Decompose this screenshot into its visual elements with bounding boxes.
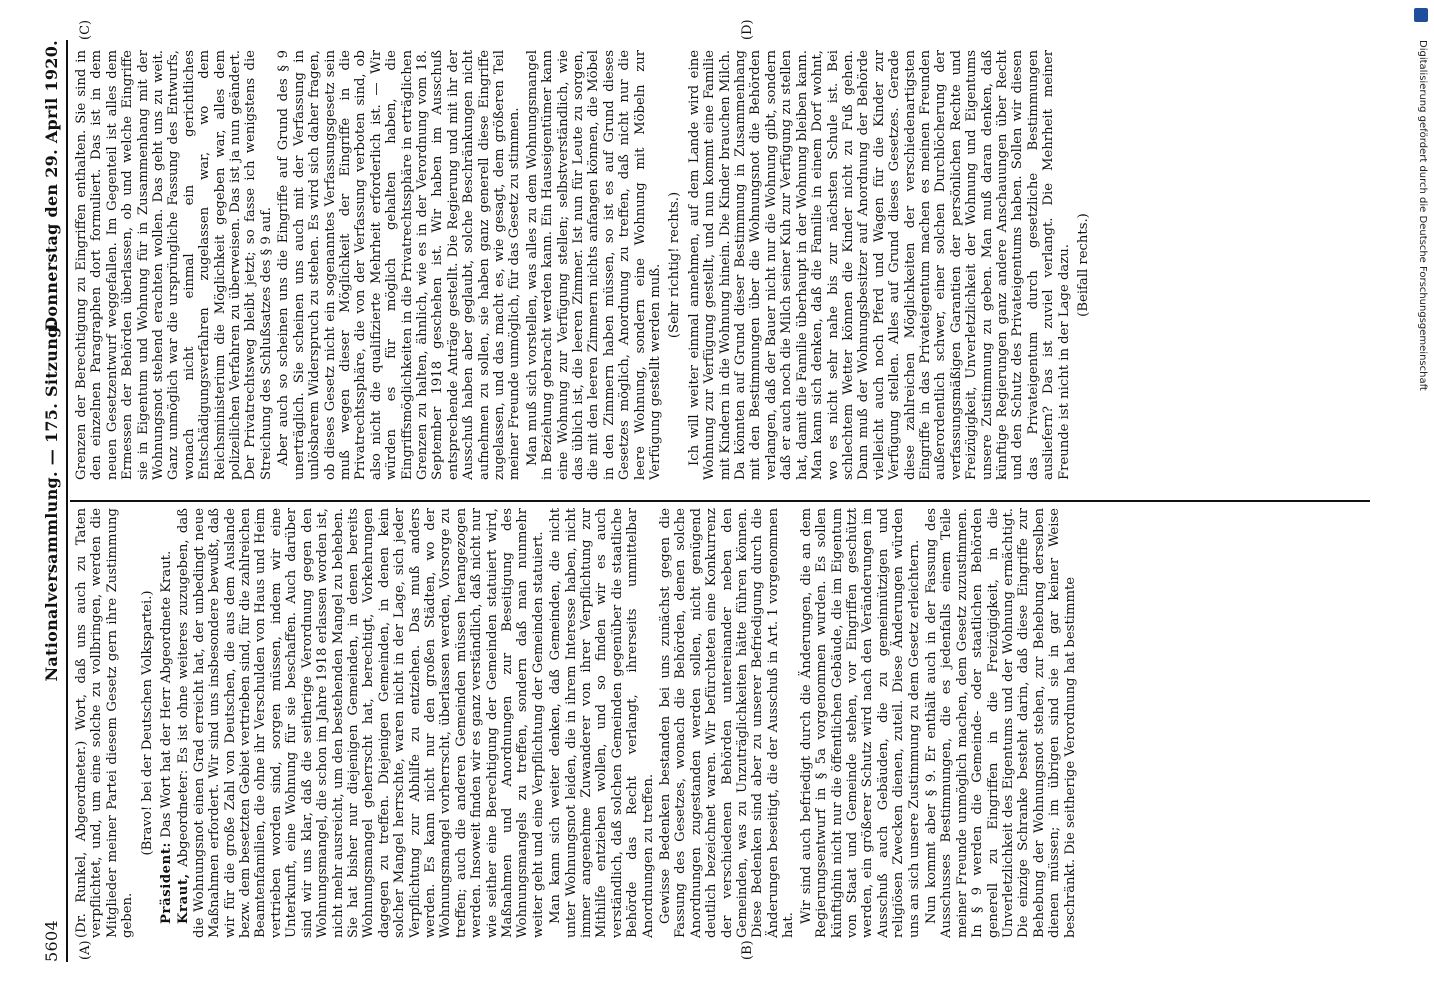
paragraph: (Dr. Runkel, Abgeordneter.) Wort, daß uns auch zu Taten verpflichtet, und, um eine solche zu vollbringen, werden die Mitglieder meiner Partei diesem Gesetz gern ihre Zustimmung geben. <box>74 508 136 938</box>
paragraph: Nun kommt aber § 9. Er enthält auch in der Fassung des Ausschusses Bestimmungen, die es jedenfalls einem Teile meiner Freunde unmöglich machen, dem Gesetz zuzustimmen. In § 9 werden die Gemeinde- oder staatlichen Behörden generell zu Eingriffen in die Freizügigkeit, in die Unverletzlichkeit des Eigentums und der Wohnung ermächtigt. Die einzige Schranke besteht darin, daß diese Eingriffe zur Behebung der Wohnungsnot stehen, zur Behebung derselben dienen müssen; im übrigen sind sie in gar keiner Weise beschränkt. Die seitherige Verordnung hat bestimmte <box>923 508 1078 938</box>
paragraph: Man muß sich vorstellen, was alles zu dem Wohnungsmangel in Beziehung gebracht werden kann. Ein Hauseigentümer kann eine Wohnung zur Verfügung stellen; selbstverständlich, wie das üblich ist, die leeren Zimmer. Ist nun für Leute zu sorgen, die mit den leeren Zimmern nichts anfangen können, die Möbel in den Zimmern haben müssen, so ist es auf Grund dieses Gesetzes möglich, Anordnung zu treffen, daß nicht nur die leere Wohnung, sondern eine Wohnung mit Möbeln zur Verfügung gestellt werden muß. <box>524 50 664 480</box>
paragraph: Man kann sich weiter denken, daß Gemeinden, die nicht unter Wohnungsnot leiden, die in ihrem Interesse haben, nicht immer angenehme Zuwanderer von ihrer Verpflichtung zur Mithilfe entziehen wollen, und so finden wir es auch verständlich, daß solchen Gemeinden gegenüber die staatliche Behörde das Recht verlangt, ihrerseits unmittelbar Anordnungen zu treffen. <box>548 508 656 938</box>
page-number: 5604 <box>42 920 61 962</box>
margin-marker-b: (B) <box>740 940 755 960</box>
speaker-text: Das Wort hat der Herr Abgeordnete Kraut. <box>159 550 175 838</box>
paragraph: Ich will weiter einmal annehmen, auf dem Lande wird eine Wohnung zur Verfügung gestellt, und nun kommt eine Familie mit Kindern in die Wohnung hinein. Die Kinder brauchen Milch. Da könnten auf Grund dieser Bestimmung in Zusammenhang mit den Bestimmungen über die Wohnungsnot die Behörden verlangen, daß der Bauer nicht nur die Wohnung gibt, sondern daß er auch noch die Milch seiner Kuh zur Verfügung zu stellen hat, damit die Familie überhaupt in der Wohnung bleiben kann. Man kann sich denken, daß die Familie in einem Dorf wohnt, wo es nicht sehr nahe bis zur nächsten Schule ist. Bei schlechtem Wetter können die Kinder nicht zu Fuß gehen. Dann muß der Wohnungsbesitzer auf Anordnung der Behörde vielleicht auch noch Pferd und Wagen für die Kinder zur Verfügung stellen. Alles auf Grund dieses Gesetzes. Gerade diese zahlreichen Möglichkeiten der verschiedenartigsten Eingriffe in das Privateigentum machen es meinen Freunden außerordentlich schwer, einer solchen Durchlöcherung der verfassungsmäßigen Garantien der persönlichen Rechte und Freizügigkeit, Unverletzlichkeit der Wohnung und Eigentums unsere Zustimmung zu geben. Man muß daran denken, daß künftige Regierungen ganz andere Anschauungen über Recht und den Schutz des Privateigentums haben. Sollen wir diesen das Privateigentum durch gesetzliche Bestimmungen ausliefern? Das ist zuviel verlangt. Die Mehrheit meiner Freunde ist nicht in der Lage dazu. <box>686 50 1072 480</box>
session-date: Donnerstag den 29. April 1920. <box>42 40 61 331</box>
credit-text: Digitalisierung gefördert durch die Deutsche Forschungsgemeinschaft <box>1417 40 1428 391</box>
dfg-logo-icon <box>1414 8 1428 22</box>
paragraph: Gewisse Bedenken bestanden bei uns zunächst gegen die Fassung des Gesetzes, wonach die Behörden, denen solche Anordnungen zugestanden werden sollen, nicht genügend deutlich bezeichnet waren. Wir befürchteten eine Konkurrenz der verschiedenen Behörden untereinander neben den Gemeinden, was zu Unzuträglichkeiten hätte führen können. Diese Bedenken sind aber zu unserer Befriedigung durch die Änderungen beseitigt, die der Ausschuß in Art. 1 vorgenommen hat. <box>658 508 797 938</box>
speaker-paragraph <box>159 508 174 938</box>
applause-note: (Bravo! bei der Deutschen Volkspartei.) <box>139 590 155 856</box>
page-title: Nationalversammlung. — 175. Sitzung. <box>42 320 61 682</box>
right-column <box>74 50 1364 480</box>
margin-marker-a: (A) <box>78 940 93 960</box>
margin-marker-d: (D) <box>740 19 755 40</box>
left-column <box>74 508 1364 938</box>
speaker-paragraph <box>176 508 546 938</box>
header-rule <box>66 40 68 962</box>
page-header <box>42 40 64 962</box>
paragraph: Wir sind auch befriedigt durch die Änderungen, die an dem Regierungsentwurf in § 5a vorgenommen wurden. Es sollen künftighin nicht nur die öffentlichen Gebäude, die im Eigentum von Staat und Gemeinde stehen, vor Eingriffen geschützt werden, ein größerer Schutz wird nach den Veränderungen im Ausschuß auch Gebäuden, die zu gemeinnützigen und religiösen Zwecken dienen, zuteil. Diese Änderungen würden uns an sich unsere Zustimmung zu dem Gesetz erleichtern. <box>798 508 922 938</box>
applause-note: (Beifall rechts.) <box>1076 213 1091 317</box>
speaker-text: Es ist ohne weiteres zuzugeben, daß die Wohnungsnot einen Grad erreicht hat, der unbedingt neue Maßnahmen erfordert. Wir sind uns insbesondere bewußt, daß wir für die große Zahl von Deutschen, die aus dem Auslande bezw. dem besetzten Gebiet vertrieben sind, für die zahlreichen Beamtenfamilien, die ohne ihr Verschulden von Haus und Heim vertrieben worden sind, sorgen müssen, indem wir eine Unterkunft, eine Wohnung für sie beschaffen. Auch darüber sind wir uns klar, daß die seitherige Verordnung gegen den Wohnungsmangel, die schon im Jahre 1918 erlassen worden ist, nicht mehr ausreicht, um den bestehenden Mangel zu beheben. Sie hat bisher nur diejenigen Gemeinden, in denen bereits Wohnungsmangel geherrscht hat, berechtigt, Vorkehrungen dagegen zu treffen. Diejenigen Gemeinden, in denen kein solcher Mangel herrschte, waren nicht in der Lage, sich jeder Verpflichtung zur Abhilfe zu entziehen. Das muß anders werden. Es kann nicht nur den großen Städten, wo der Wohnungsmangel vorherrscht, überlassen werden, Vorsorge zu treffen; auch die anderen Gemeinden müssen herangezogen werden. Insoweit finden wir es ganz verständlich, daß nicht nur wie seither eine Berechtigung der Gemeinden statuiert wird, Maßnahmen und Anordnungen zur Beseitigung des Wohnungsmangels zu treffen, sondern daß man nunmehr weiter geht und eine Verpflichtung der Gemeinden statuiert. <box>176 508 546 938</box>
digitization-credit <box>1414 40 1432 940</box>
speaker-name: Kraut, <box>176 873 192 924</box>
paragraph: Aber auch so scheinen uns die Eingriffe auf Grund des § 9 unerträglich. Sie scheinen uns auch mit der Verfassung in unlösbarem Widerspruch zu stehen. Es wird sich daher fragen, ob dieses Gesetz nicht ein sogenanntes Verfassungsgesetz sein muß wegen dieser Möglichkeit der Eingriffe in die Privatrechtssphäre, die von der Verfassung verboten sind, ob also nicht die qualifizierte Mehrheit erforderlich ist. — Wir würden es für möglich gehalten haben, die Eingriffsmöglichkeiten in die Privatrechtssphäre in erträglichen Grenzen zu halten, ähnlich, wie es in der Verordnung vom 18. September 1918 geschehen ist. Wir haben im Ausschuß entsprechende Anträge gestellt. Die Regierung und mit ihr der Ausschuß haben aber geglaubt, solche Beschränkungen nicht aufnehmen zu sollen, sie haben ganz generell diese Eingriffe zugelassen, und das macht es, wie gesagt, dem größeren Teil meiner Freunde unmöglich, für das Gesetz zu stimmen. <box>276 50 523 480</box>
speaker-name: Präsident: <box>159 841 175 924</box>
speaker-role: Abgeordneter: <box>176 769 192 867</box>
margin-marker-c: (C) <box>78 19 93 40</box>
column-divider <box>70 500 1370 502</box>
paragraph: Grenzen der Berechtigung zu Eingriffen enthalten. Sie sind in den einzelnen Paragraphen dort formuliert. Das ist in dem neuen Gesetzentwurf weggefallen. Im Gegenteil ist alles dem Ermessen der Behörden überlassen, ob und welche Eingriffe sie in Eigentum und Wohnung für in Zusammenhang mit der Wohnungsnot stehend erachten wollen. Das geht uns zu weit. Ganz unmöglich war die ursprüngliche Fassung des Entwurfs, wonach nicht einmal ein gerichtliches Entschädigungsverfahren zugelassen war, wo dem Reichsministerium die Möglichkeit gegeben war, alles dem polizeilichen Verfahren zu überweisen. Das ist ja nun geändert. Der Privatrechtsweg bleibt jetzt; so fasse ich wenigstens die Streichung des Schlußsatzes des § 9 auf. <box>74 50 274 480</box>
applause-note: (Sehr richtig! rechts.) <box>667 191 683 339</box>
